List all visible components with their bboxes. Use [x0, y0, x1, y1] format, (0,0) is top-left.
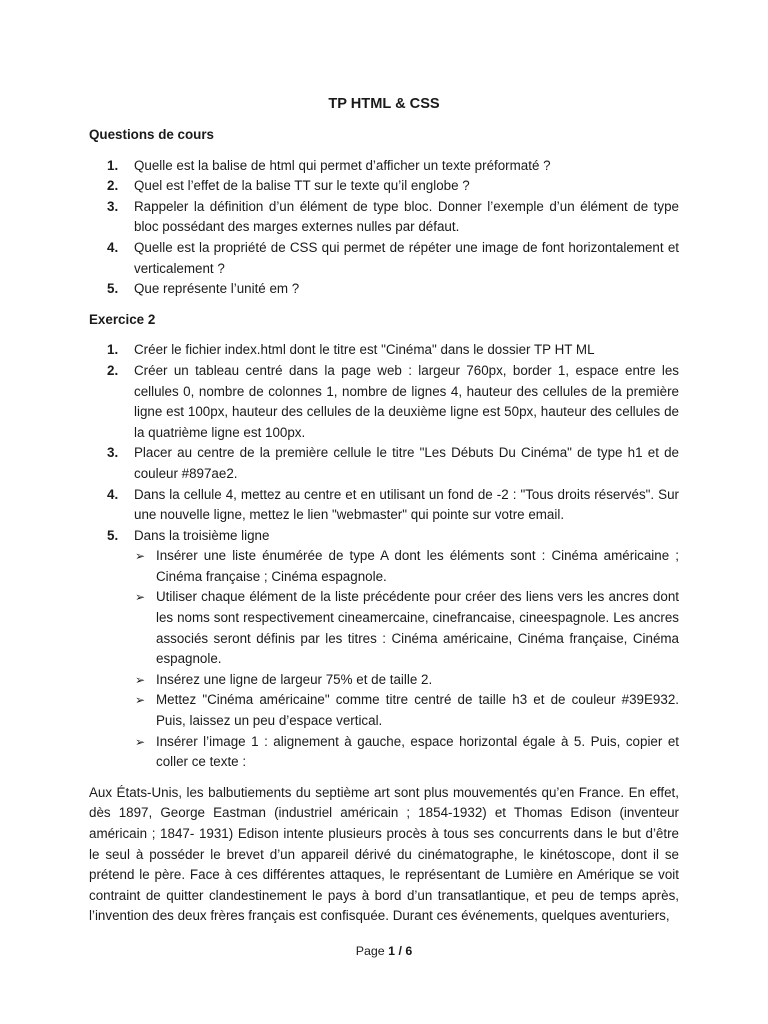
current-page-number: 1 [388, 944, 396, 958]
item-text: Placer au centre de la première cellule le titre "Les Débuts Du Cinéma" de type h1 et de couleur #897ae2. [134, 445, 679, 481]
sub-item-text: Mettez "Cinéma américaine" comme titre centré de taille h3 et de couleur #39E932. Puis, laissez un peu d’espace vertical. [156, 692, 679, 729]
item-number: 5. [107, 281, 119, 297]
item-text: Rappeler la définition d’un élément de type bloc. Donner l’exemple d’un élément de type bloc possédant des marges externes nulles par défaut. [134, 198, 679, 235]
sub-list-item [134, 587, 679, 669]
item-text: Dans la cellule 4, mettez au centre et en utilisant un fond de -2 : "Tous droits réservés". Sur une nouvelle ligne, mettez le lien "webmaster" qui pointe sur votre email. [134, 486, 679, 523]
page-title: TP HTML & CSS [328, 96, 440, 112]
item-number: 1. [107, 342, 119, 358]
item-text: Quelle est la propriété de CSS qui permet de répéter une image de font horizontalement et verticalement ? [134, 239, 679, 276]
sub-list-item [134, 670, 679, 691]
arrow-bullet-icon: ➢ [135, 590, 146, 605]
item-text: Que représente l’unité em ? [134, 281, 300, 297]
sub-item-text: Utiliser chaque élément de la liste précédente pour créer des liens vers les ancres dont les noms sont respectivement cineamercaine, cinefrancaise, cineespagnole. Les ancres associés seront définis par les titres : Cinéma américaine, Cinéma française, Cinéma espagnole. [156, 589, 679, 667]
item-text: Créer le fichier index.html dont le titre est "Cinéma" dans le dossier TP HT ML [134, 342, 595, 358]
list-item [89, 443, 679, 484]
item-number: 4. [107, 486, 119, 502]
item-text: Dans la troisième ligne [134, 527, 270, 543]
item-text: Quel est l’effet de la balise TT sur le texte qu’il englobe ? [134, 178, 470, 194]
arrow-bullet-icon: ➢ [135, 549, 146, 564]
list-item [89, 279, 679, 300]
exercise-list [89, 340, 679, 772]
item-number: 3. [107, 198, 119, 214]
page-label: Page [355, 944, 385, 958]
questions-heading: Questions de cours [89, 127, 215, 142]
sub-list [134, 546, 679, 773]
item-number: 2. [107, 178, 119, 194]
page-footer [0, 942, 768, 960]
item-number: 3. [107, 445, 119, 461]
list-item [89, 156, 679, 177]
arrow-bullet-icon: ➢ [135, 693, 146, 708]
item-number: 4. [107, 239, 119, 255]
list-item [89, 197, 679, 238]
sub-list-item [134, 546, 679, 587]
list-item [89, 340, 679, 361]
exercise-heading: Exercice 2 [89, 311, 156, 327]
item-text: Quelle est la balise de html qui permet d’afficher un texte préformaté ? [134, 157, 551, 173]
arrow-bullet-icon: ➢ [135, 734, 146, 749]
list-item [89, 361, 679, 443]
list-item [89, 238, 679, 279]
sub-list-item [134, 732, 679, 773]
sub-item-text: Insérer l’image 1 : alignement à gauche, espace horizontal égale à 5. Puis, copier et coller ce texte : [156, 733, 679, 770]
arrow-bullet-icon: ➢ [135, 672, 146, 687]
item-number: 2. [107, 362, 119, 378]
list-item [89, 526, 679, 773]
item-text: Créer un tableau centré dans la page web : largeur 760px, border 1, espace entre les cellules 0, nombre de colonnes 1, nombre de lignes 4, hauteur des cellules de la première ligne est 100px, hauteur des cellules de la deuxième ligne est 50px, hauteur des cellules de la quatrième ligne est 100px. [134, 362, 679, 440]
body-paragraph: Aux États-Unis, les balbutiements du septième art sont plus mouvementés qu’en France. En effet, dès 1897, George Eastman (industriel américain ; 1854-1932) et Thomas Edison (inventeur américain ; 1847- 1931) Edison intente plusieurs procès à tous ses concurrents dans le but d’être le seul à posséder le brevet d’un appareil dérivé du cinématographe, le kinétoscope, dont il se prétend le père. Face à ces différentes attaques, le représentant de Lumière en Amérique se voit contraint de quitter clandestinement le pays à bord d’un transatlantique, et peu de temps après, l’invention des deux frères français est confisquée. Durant ces événements, quelques aventuriers, [89, 784, 679, 924]
sub-list-item [134, 690, 679, 731]
item-number: 1. [107, 157, 119, 173]
questions-list [89, 156, 679, 300]
list-item [89, 176, 679, 197]
document-page [89, 94, 679, 927]
page-separator: / [398, 944, 402, 958]
list-item [89, 485, 679, 526]
item-number: 5. [107, 527, 119, 543]
sub-item-text: Insérez une ligne de largeur 75% et de taille 2. [156, 671, 433, 687]
sub-item-text: Insérer une liste énumérée de type A dont les éléments sont : Cinéma américaine ; Cinéma française ; Cinéma espagnole. [156, 548, 679, 584]
total-pages: 6 [405, 944, 413, 958]
